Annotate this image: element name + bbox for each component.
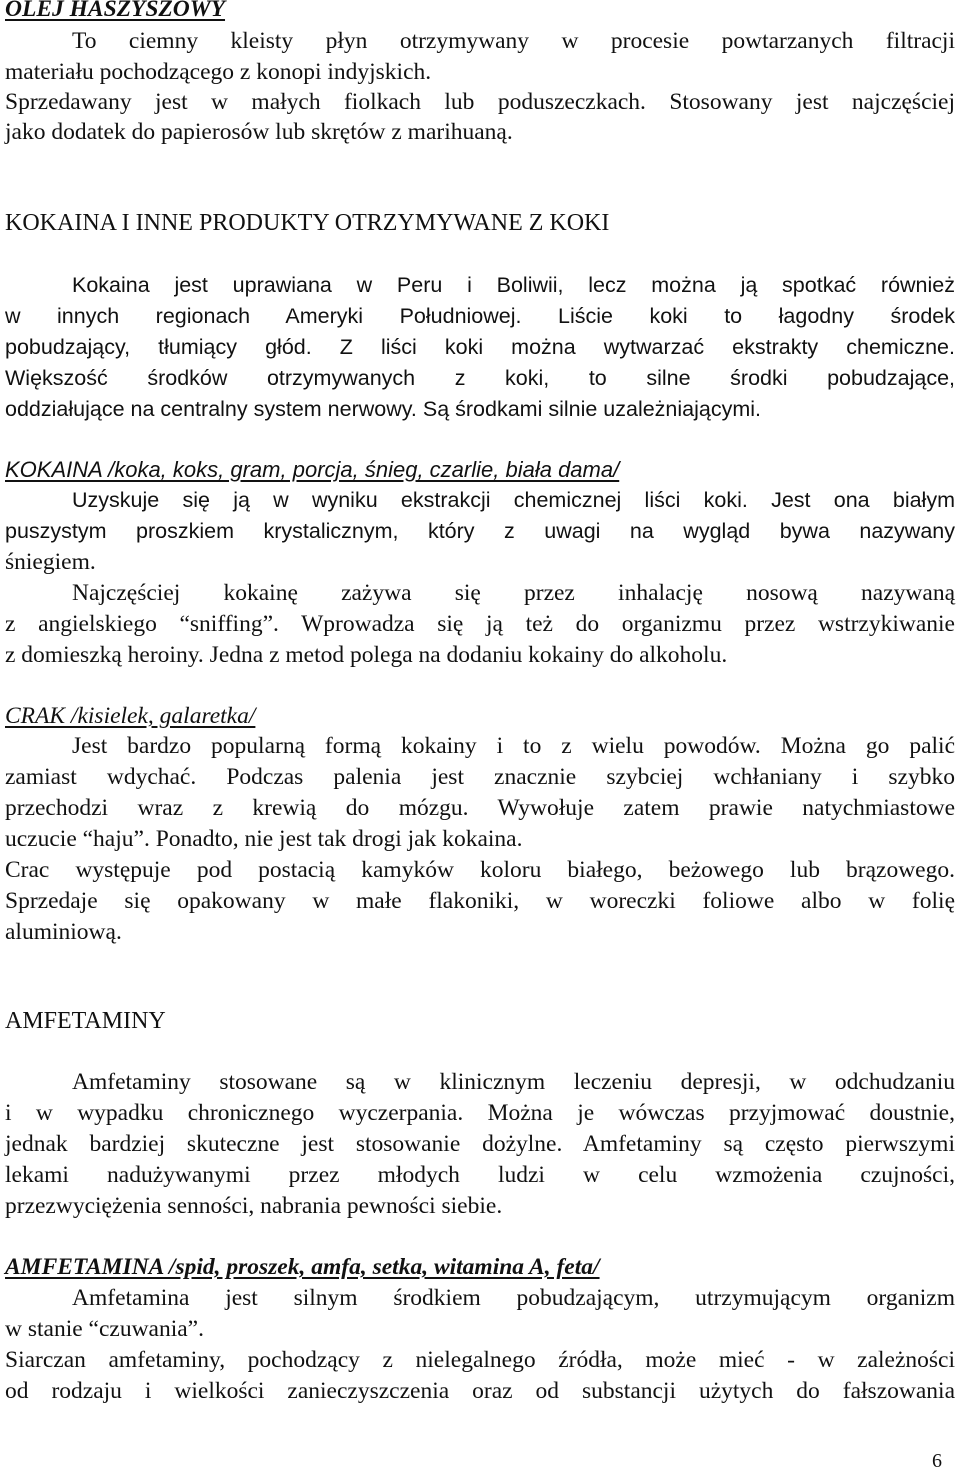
paragraph-line: jednak bardziej skuteczne jest stosowanie dożylne. Amfetaminy są często pierwszymi [5, 1131, 955, 1157]
paragraph-line: w stanie “czuwania”. [5, 1316, 204, 1342]
page-number: 6 [932, 1450, 942, 1472]
paragraph-line: z angielskiego “sniffing”. Wprowadza się ją też do organizmu przez wstrzykiwanie [5, 611, 955, 637]
heading-amphetamine: AMFETAMINA /spid, proszek, amfa, setka, witamina A, feta/ [5, 1254, 600, 1280]
paragraph-line: oddziałujące na centralny system nerwowy. Są środkami silnie uzależniającymi. [5, 397, 762, 421]
paragraph-line: Amfetamina jest silnym środkiem pobudzającym, utrzymującym organizm [72, 1285, 955, 1311]
paragraph-line: Uzyskuje się ją w wyniku ekstrakcji chemicznej liści koki. Jest ona białym [72, 488, 955, 512]
paragraph-line: od rodzaju i wielkości zanieczyszczenia oraz od substancji użytych do fałszowania [5, 1378, 955, 1404]
heading-amphetamines: AMFETAMINY [5, 1008, 166, 1034]
paragraph-line: i w wypadku chronicznego wyczerpania. Można je wówczas przyjmować doustnie, [5, 1100, 955, 1126]
paragraph-line: Jest bardzo popularną formą kokainy i to z wielu powodów. Można go palić [72, 733, 955, 759]
paragraph-line: z domieszką heroiny. Jedna z metod polega na dodaniu kokainy do alkoholu. [5, 642, 728, 668]
paragraph-line: Kokaina jest uprawiana w Peru i Boliwii, lecz można ją spotkać również [72, 273, 955, 297]
heading-crack: CRAK /kisielek, galaretka/ [5, 703, 256, 729]
heading-coca-products: KOKAINA I INNE PRODUKTY OTRZYMYWANE Z KOKI [5, 210, 610, 236]
paragraph-line: lekami nadużywanymi przez młodych ludzi w celu wzmożenia czujności, [5, 1162, 955, 1188]
paragraph-line: puszystym proszkiem krystalicznym, który z uwagi na wygląd bywa nazywany [5, 519, 955, 543]
paragraph-line: uczucie “haju”. Ponadto, nie jest tak drogi jak kokaina. [5, 826, 523, 852]
heading-oil: OLEJ HASZYSZOWY [5, 0, 226, 22]
paragraph-line: Sprzedaje się opakowany w małe flakoniki, w woreczki foliowe albo w folię [5, 888, 955, 914]
paragraph-line: Amfetaminy stosowane są w klinicznym leczeniu depresji, w odchudzaniu [72, 1069, 955, 1095]
paragraph-line: zamiast wdychać. Podczas palenia jest znacznie szybciej wchłaniany i szybko [5, 764, 955, 790]
paragraph-line: aluminiową. [5, 919, 122, 945]
paragraph-line: śniegiem. [5, 549, 96, 575]
paragraph-line: To ciemny kleisty płyn otrzymywany w procesie powtarzanych filtracji [72, 28, 955, 54]
paragraph-line: Crac występuje pod postacią kamyków koloru białego, beżowego lub brązowego. [5, 857, 955, 883]
paragraph-line: materiału pochodzącego z konopi indyjskich. [5, 59, 432, 85]
paragraph-line: jako dodatek do papierosów lub skrętów z marihuaną. [5, 119, 513, 145]
paragraph-line: Najczęściej kokainę zażywa się przez inhalację nosową nazywaną [72, 580, 955, 606]
paragraph-line: Większość środków otrzymywanych z koki, to silne środki pobudzające, [5, 366, 955, 390]
paragraph-line: przechodzi wraz z krewią do mózgu. Wywołuje zatem prawie natychmiastowe [5, 795, 955, 821]
paragraph-line: w innych regionach Ameryki Południowej. Liście koki to łagodny środek [5, 304, 955, 328]
paragraph-line: przezwyciężenia senności, nabrania pewności siebie. [5, 1193, 503, 1219]
paragraph-line: pobudzający, tłumiący głód. Z liści koki można wytwarzać ekstrakty chemiczne. [5, 335, 955, 359]
paragraph-line: Siarczan amfetaminy, pochodzący z nielegalnego źródła, może mieć - w zależności [5, 1347, 955, 1373]
paragraph-line: Sprzedawany jest w małych fiolkach lub poduszeczkach. Stosowany jest najczęściej [5, 89, 955, 115]
heading-cocaine: KOKAINA /koka, koks, gram, porcja, śnieg, czarlie, biała dama/ [5, 457, 620, 482]
